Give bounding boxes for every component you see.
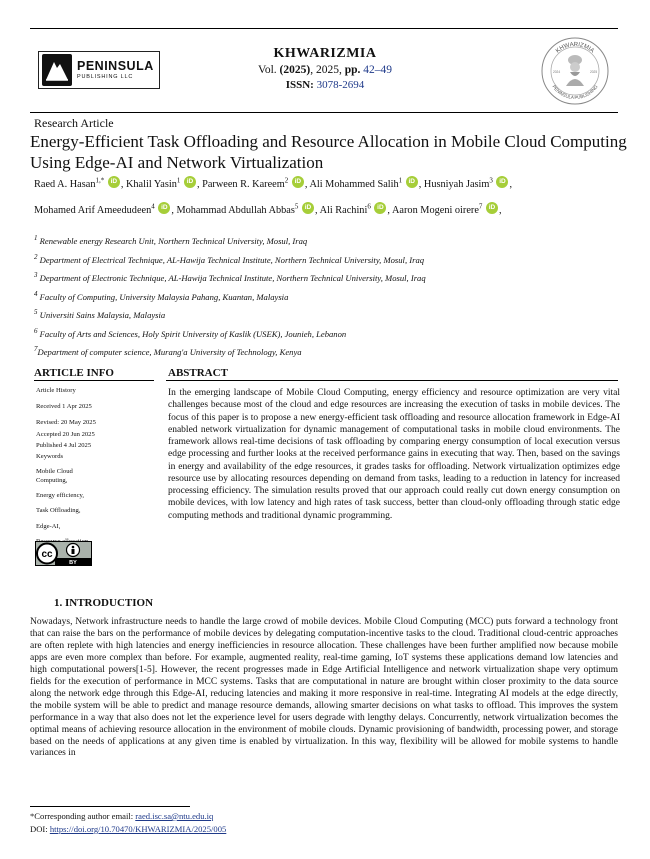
- author-name: Ali Mohammed Salih: [309, 179, 399, 190]
- seal-year-right: 2025: [590, 70, 598, 74]
- history-accepted: Accepted 20 Jun 2025: [36, 430, 95, 438]
- keyword-item: Mobile Cloud: [36, 467, 73, 475]
- affiliation-item: [34, 342, 426, 361]
- affiliation-item: [34, 231, 426, 250]
- history-revised: Revised: 20 May 2025: [36, 419, 96, 427]
- affiliation-number: 6: [34, 326, 38, 335]
- seal-year-left: 2024: [553, 70, 561, 74]
- affiliation-number: 7: [34, 345, 38, 354]
- author-affil-sup: 2: [284, 176, 289, 185]
- affiliation-text: Department of computer science, Murang'a University of Technology, Kenya: [37, 347, 302, 358]
- history-label: Article History: [36, 387, 76, 394]
- author-affil-sup: 1: [398, 176, 403, 185]
- orcid-icon[interactable]: iD: [158, 202, 170, 214]
- author-affil-sup: 7: [478, 202, 483, 211]
- corresponding-label: *Corresponding author email:: [30, 811, 136, 821]
- author-email-link[interactable]: raed.isc.sa@ntu.edu.iq: [135, 811, 214, 821]
- affiliation-number: 2: [34, 252, 38, 261]
- author-name: Raed A. Hasan: [34, 179, 96, 190]
- article-info-rule: [34, 380, 154, 381]
- keyword-item: Edge-AI,: [36, 522, 61, 530]
- article-history: [36, 385, 96, 451]
- author-name: Mohamed Arif Ameedudeen: [34, 205, 152, 216]
- article-type: Research Article: [34, 116, 114, 130]
- orcid-icon[interactable]: iD: [108, 176, 120, 188]
- keywords-label: Keywords: [36, 453, 64, 460]
- seal-text-bottom: PENINSULA PUBLISHING: [551, 84, 599, 101]
- author-affil-sup: 3: [489, 176, 493, 185]
- affiliation-text: Renewable energy Research Unit, Northern Technical University, Mosul, Iraq: [39, 235, 308, 246]
- header-bottom-rule: [30, 112, 618, 113]
- corresponding-author: [30, 811, 213, 821]
- affiliation-text: Department of Electronic Technique, AL-Hawija Technical Institute, Northern Technical University, Mosul, Iraq: [39, 272, 426, 283]
- affiliation-text: Department of Electrical Technique, AL-Hawija Technical Institute, Northern Technical University, Mosul, Iraq: [39, 254, 425, 265]
- article-info-heading: ARTICLE INFO: [34, 367, 114, 379]
- header-top-rule: [30, 28, 618, 29]
- history-received: Received 1 Apr 2025: [36, 403, 92, 411]
- journal-seal-icon: [540, 36, 610, 106]
- author-name: Husniyah Jasim: [423, 179, 490, 190]
- keywords: [36, 451, 88, 549]
- author-name: Ali Rachini: [319, 205, 368, 216]
- affiliation-item: [34, 250, 426, 269]
- authors-line-2: Mohamed Arif Ameedudeen$^4$ iD , Mohammad Abdullah Abbas$^5$ iD , Ali Rachini$^6$ iD , Aaron Mogeni oirere$^7$ iD ,: [34, 202, 502, 216]
- affiliation-text: Faculty of Arts and Sciences, Holy Spirit University of Kaslik (USEK), Jounieh, Lebanon: [39, 328, 347, 339]
- author-affil-sup: 4: [151, 202, 155, 211]
- author-name: Aaron Mogeni oirere: [392, 205, 479, 216]
- issn: 3078-2694: [316, 79, 365, 91]
- affiliations: [34, 231, 426, 361]
- author-affil-sup: 1: [176, 176, 181, 185]
- introduction-text: Nowadays, Network infrastructure needs to handle the large crowd of mobile devices. Mobile Cloud Computing (MCC) puts forward a technology front that can raise the bars on the performance of mobile devices by delegating computation-incentive tasks to the cloud. Traditional cloud-centric approaches are often replete with high latencies and energy inefficiencies in resource allocation. These challenges have been further amplified now because mobile apps are even more complex than before. For example, augmented reality, real-time gaming, IoT systems these applications demand low latencies and high computational powers[1-5]. However, the recent progresses made in Edge Artificial Intelligence and network virtualization shape very optimum fields for the execution of performance in MCC systems. Tasks that are computational in nature are brought within closer proximity to the data source along the network edge through this Edge-AI, reducing latencies and making it more responsive in real-time. Integrating AI models at the edge directly, the mobile system will be able to predict and manage resource demands, allowing smarter decisions on what tasks to offload. This improves the system performance in a way that also does not let the experience level for users degrade with lengthy delays. Concurrently, network virtualization becomes the optimal means of achieving resource allocation in the environment of mobile clouds. Dynamic provisioning of bandwidth, processing power, and storage based on the needs of applications at any given time is enabled by virtualization. In this way, flexibility will be allowed for mobile systems to handle variances in: [30, 617, 618, 759]
- orcid-icon[interactable]: iD: [292, 176, 304, 188]
- affiliation-text: Universiti Sains Malaysia, Malaysia: [39, 310, 166, 321]
- orcid-icon[interactable]: iD: [406, 176, 418, 188]
- orcid-icon[interactable]: iD: [302, 202, 314, 214]
- affiliation-item: [34, 324, 426, 343]
- author-name: Parween R. Kareem: [202, 179, 285, 190]
- doi-link[interactable]: https://doi.org/10.70470/KHWARIZMIA/2025/005: [49, 824, 227, 834]
- orcid-icon[interactable]: iD: [486, 202, 498, 214]
- keyword-item: Task Offloading,: [36, 507, 81, 515]
- affiliation-number: 1: [34, 234, 38, 242]
- pages: 42–49: [363, 64, 392, 76]
- orcid-icon[interactable]: iD: [184, 176, 196, 188]
- orcid-icon[interactable]: iD: [496, 176, 508, 188]
- abstract-rule: [166, 380, 618, 381]
- publisher-name: PENINSULA: [77, 59, 154, 74]
- author-affil-sup: 5: [294, 202, 299, 211]
- abstract-text: In the emerging landscape of Mobile Cloud Computing, energy efficiency and resource optimization are very vital challenges because most of the cloud and edge resources are increasing the execution of tasks in mobile devices. The focus of this paper is to propose a new energy-efficient task offloading and resource allocation framework in Edge-AI enabled network virtualization for dynamic management of computational tasks in mobile cloud environments. The framework allows real-time decisions of task offloading by comparing energy consumption of local execution versus edge processing and further looks at the received performance gains in executing that way. Then, based on the savings in energy and availability of the edge resources, it grades tasks for offloading. Network virtualization optimizes edge resource use by allocating resources depending on demand from tasks, leading to a reduction in latency for increased processing efficiency. The simulation results proved that our approach could really cut down energy consumption on mobile devices, with low latency and high rates of task success, better than cloud-only offloading through static edge computing methods and traditional dynamic programming.: [168, 388, 620, 521]
- cc-by-license-icon[interactable]: [35, 541, 92, 566]
- by-text: BY: [69, 560, 77, 566]
- doi-label: DOI:: [30, 824, 50, 834]
- affiliation-item: [34, 287, 426, 306]
- affiliation-item: [34, 268, 426, 287]
- volume: (2025): [279, 64, 311, 76]
- affiliation-number: 3: [34, 271, 38, 280]
- abstract-heading: ABSTRACT: [168, 367, 228, 379]
- affiliation-item: [34, 305, 426, 324]
- author-affil-sup: 6: [367, 202, 371, 211]
- seal-text-top: KHWARIZMIA: [555, 41, 595, 55]
- section-heading-introduction: 1. INTRODUCTION: [54, 597, 154, 609]
- affiliation-number: 4: [34, 289, 38, 298]
- doi-line: [30, 824, 226, 834]
- pages-label: pp.: [344, 64, 361, 76]
- volume-prefix: Vol.: [258, 64, 280, 76]
- author-affil-sup: 1,*: [95, 176, 105, 185]
- keyword-item: Computing,: [36, 476, 68, 484]
- publisher-sub: PUBLISHING LLC: [77, 73, 134, 80]
- author-name: Khalil Yasin: [125, 179, 177, 190]
- year: , 2025,: [310, 64, 345, 76]
- affiliation-number: 5: [34, 308, 38, 317]
- author-name: Mohammad Abdullah Abbas: [176, 205, 295, 216]
- history-published: Published 4 Jul 2025: [36, 441, 92, 449]
- authors-line-1: Raed A. Hasan$^{1,*}$ iD , Khalil Yasin$^1$ iD , Parween R. Kareem$^2$ iD , Ali Mohammed Salih$^1$ iD , Husniyah Jasim$^3$ iD ,: [34, 176, 513, 190]
- affiliation-text: Faculty of Computing, University Malaysia Pahang, Kuantan, Malaysia: [39, 291, 289, 302]
- orcid-icon[interactable]: iD: [374, 202, 386, 214]
- issn-label: ISSN:: [285, 79, 314, 91]
- paper-title: Energy-Efficient Task Offloading and Resource Allocation in Mobile Cloud Computing Using Edge-AI and Network Virtualization: [30, 132, 627, 172]
- cc-text: cc: [41, 549, 53, 560]
- keyword-item: Energy efficiency,: [36, 491, 85, 499]
- footnote-rule: [30, 806, 190, 807]
- journal-name: KHWARIZMIA: [273, 46, 377, 61]
